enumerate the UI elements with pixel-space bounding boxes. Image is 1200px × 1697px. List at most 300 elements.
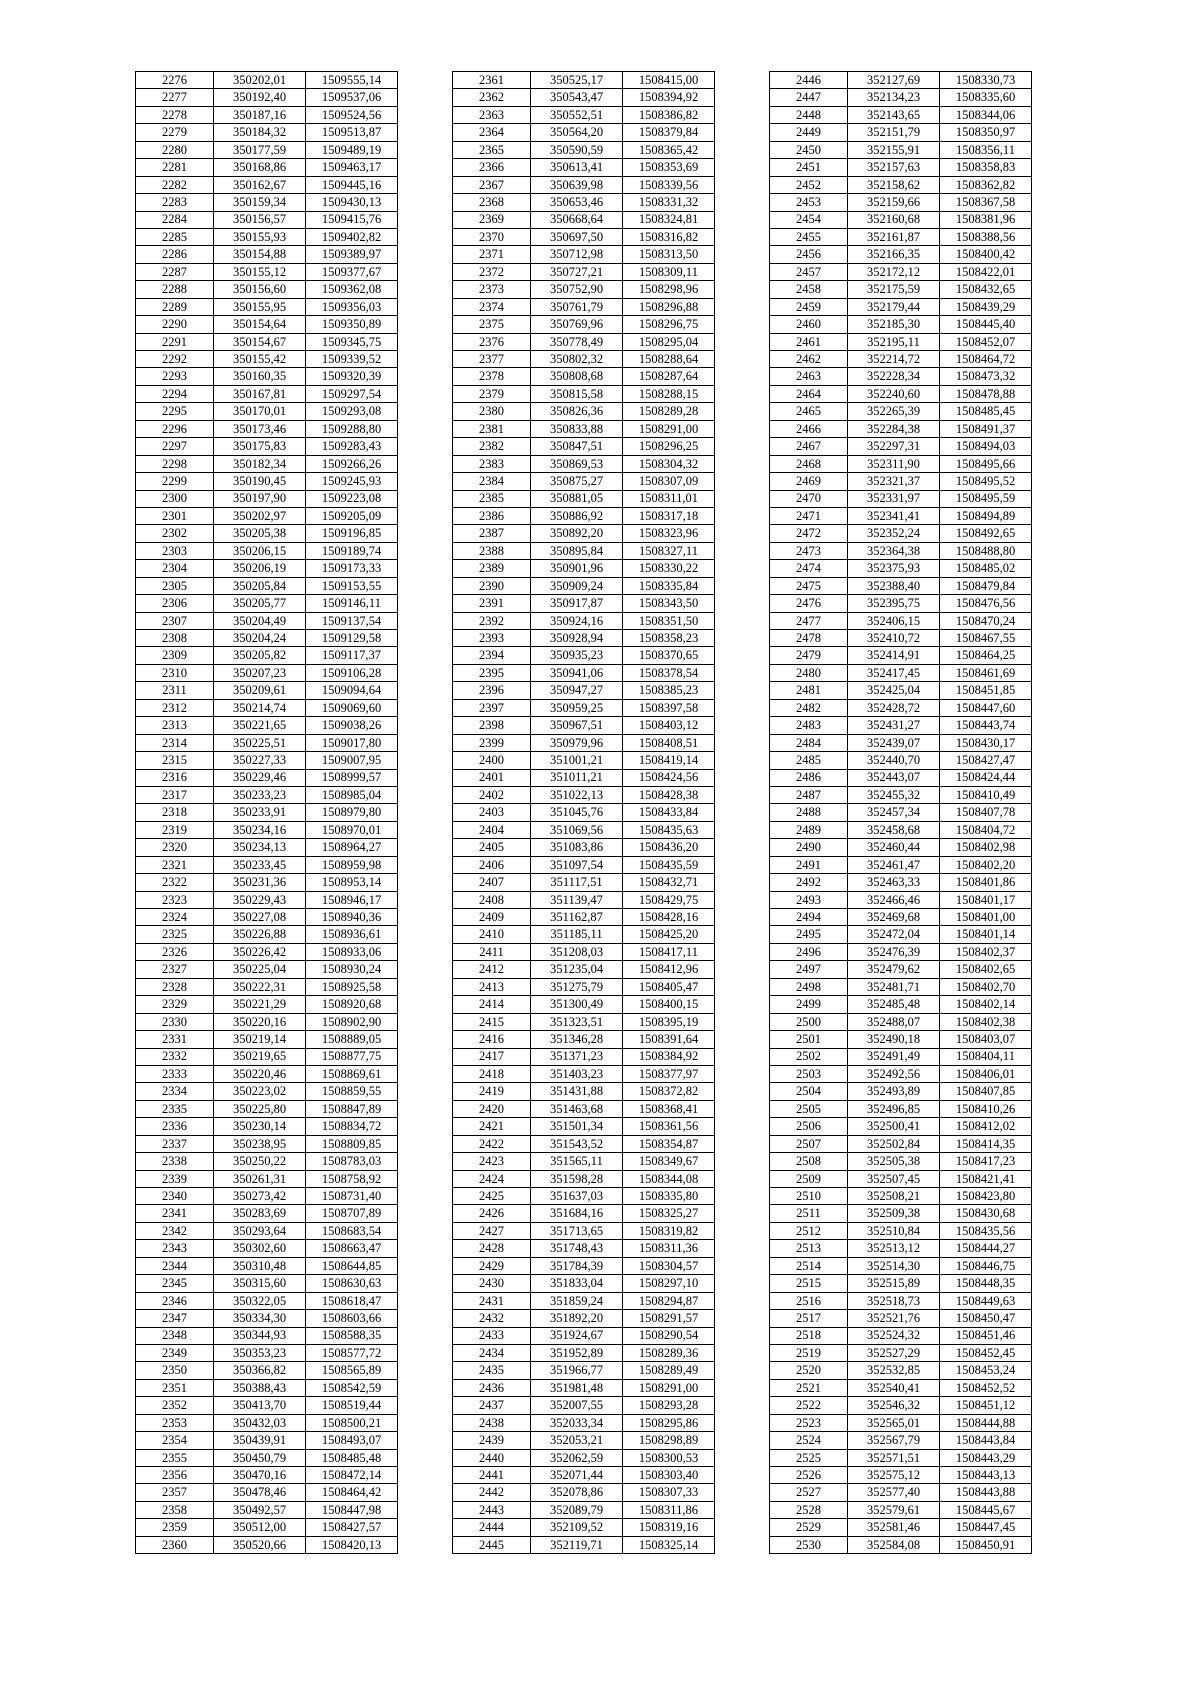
table-row [770, 420, 1032, 437]
table-row [136, 909, 398, 926]
y-coordinate-cell: 1508395,19 [623, 1013, 715, 1030]
x-coordinate-cell: 350283,69 [214, 1205, 306, 1222]
table-row [770, 1275, 1032, 1292]
y-coordinate-cell: 1508288,64 [623, 351, 715, 368]
x-coordinate-cell: 350590,59 [531, 141, 623, 158]
x-coordinate-cell: 352571,51 [848, 1449, 940, 1466]
table-row [136, 420, 398, 437]
y-coordinate-cell: 1508423,80 [940, 1188, 1032, 1205]
table-row [770, 1065, 1032, 1082]
table-row [770, 1048, 1032, 1065]
point-number-cell: 2277 [136, 89, 214, 106]
x-coordinate-cell: 350924,16 [531, 612, 623, 629]
x-coordinate-cell: 350959,25 [531, 699, 623, 716]
x-coordinate-cell: 350155,95 [214, 298, 306, 315]
table-row [770, 1083, 1032, 1100]
x-coordinate-cell: 352496,85 [848, 1100, 940, 1117]
point-number-cell: 2337 [136, 1135, 214, 1152]
x-coordinate-cell: 350220,46 [214, 1065, 306, 1082]
y-coordinate-cell: 1508287,64 [623, 368, 715, 385]
y-coordinate-cell: 1509223,08 [306, 490, 398, 507]
x-coordinate-cell: 350238,95 [214, 1135, 306, 1152]
point-number-cell: 2300 [136, 490, 214, 507]
y-coordinate-cell: 1508354,87 [623, 1135, 715, 1152]
table-row [770, 560, 1032, 577]
table-row [453, 1449, 715, 1466]
x-coordinate-cell: 352458,68 [848, 821, 940, 838]
table-row [453, 455, 715, 472]
point-number-cell: 2412 [453, 961, 531, 978]
table-row [770, 752, 1032, 769]
x-coordinate-cell: 350917,87 [531, 595, 623, 612]
x-coordinate-cell: 351346,28 [531, 1031, 623, 1048]
point-number-cell: 2279 [136, 124, 214, 141]
table-row [770, 525, 1032, 542]
x-coordinate-cell: 352461,47 [848, 856, 940, 873]
y-coordinate-cell: 1508298,96 [623, 281, 715, 298]
table-row [136, 403, 398, 420]
y-coordinate-cell: 1508339,56 [623, 176, 715, 193]
x-coordinate-cell: 351208,03 [531, 943, 623, 960]
y-coordinate-cell: 1508370,65 [623, 647, 715, 664]
table-row [770, 961, 1032, 978]
x-coordinate-cell: 350520,66 [214, 1536, 306, 1553]
x-coordinate-cell: 351323,51 [531, 1013, 623, 1030]
y-coordinate-cell: 1508470,24 [940, 612, 1032, 629]
x-coordinate-cell: 351924,67 [531, 1327, 623, 1344]
x-coordinate-cell: 352524,32 [848, 1327, 940, 1344]
table-row [453, 1432, 715, 1449]
point-number-cell: 2399 [453, 734, 531, 751]
x-coordinate-cell: 350653,46 [531, 194, 623, 211]
y-coordinate-cell: 1508295,86 [623, 1414, 715, 1431]
point-number-cell: 2510 [770, 1188, 848, 1205]
table-row [136, 595, 398, 612]
table-row [136, 856, 398, 873]
table-row [136, 1362, 398, 1379]
x-coordinate-cell: 352491,49 [848, 1048, 940, 1065]
table-row [770, 682, 1032, 699]
point-number-cell: 2428 [453, 1240, 531, 1257]
coordinate-table-1 [135, 71, 398, 1554]
y-coordinate-cell: 1508372,82 [623, 1083, 715, 1100]
x-coordinate-cell: 350225,51 [214, 734, 306, 751]
y-coordinate-cell: 1508298,89 [623, 1432, 715, 1449]
point-number-cell: 2297 [136, 438, 214, 455]
table-row [770, 1257, 1032, 1274]
point-number-cell: 2427 [453, 1222, 531, 1239]
x-coordinate-cell: 351784,39 [531, 1257, 623, 1274]
point-number-cell: 2308 [136, 630, 214, 647]
table-row [453, 996, 715, 1013]
point-number-cell: 2500 [770, 1013, 848, 1030]
x-coordinate-cell: 350170,01 [214, 403, 306, 420]
point-number-cell: 2475 [770, 577, 848, 594]
point-number-cell: 2407 [453, 874, 531, 891]
y-coordinate-cell: 1508925,58 [306, 978, 398, 995]
y-coordinate-cell: 1508445,67 [940, 1501, 1032, 1518]
table-row [770, 351, 1032, 368]
table-row [770, 281, 1032, 298]
table-row [770, 1310, 1032, 1327]
table-row [453, 385, 715, 402]
x-coordinate-cell: 352439,07 [848, 734, 940, 751]
x-coordinate-cell: 350310,48 [214, 1257, 306, 1274]
x-coordinate-cell: 350156,57 [214, 211, 306, 228]
table-row [136, 769, 398, 786]
point-number-cell: 2298 [136, 455, 214, 472]
point-number-cell: 2381 [453, 420, 531, 437]
y-coordinate-cell: 1509356,03 [306, 298, 398, 315]
point-number-cell: 2316 [136, 769, 214, 786]
point-number-cell: 2473 [770, 542, 848, 559]
y-coordinate-cell: 1508603,66 [306, 1310, 398, 1327]
point-number-cell: 2514 [770, 1257, 848, 1274]
y-coordinate-cell: 1508577,72 [306, 1344, 398, 1361]
point-number-cell: 2331 [136, 1031, 214, 1048]
x-coordinate-cell: 350815,58 [531, 385, 623, 402]
y-coordinate-cell: 1508436,20 [623, 839, 715, 856]
table-row [770, 1013, 1032, 1030]
y-coordinate-cell: 1508303,40 [623, 1467, 715, 1484]
table-row [770, 664, 1032, 681]
x-coordinate-cell: 351431,88 [531, 1083, 623, 1100]
y-coordinate-cell: 1508293,28 [623, 1397, 715, 1414]
table-row [453, 263, 715, 280]
table-row [136, 228, 398, 245]
point-number-cell: 2368 [453, 194, 531, 211]
point-number-cell: 2360 [136, 1536, 214, 1553]
x-coordinate-cell: 350177,59 [214, 141, 306, 158]
point-number-cell: 2327 [136, 961, 214, 978]
y-coordinate-cell: 1508291,00 [623, 1379, 715, 1396]
point-number-cell: 2486 [770, 769, 848, 786]
point-number-cell: 2492 [770, 874, 848, 891]
point-number-cell: 2446 [770, 72, 848, 89]
y-coordinate-cell: 1508877,75 [306, 1048, 398, 1065]
table-row [770, 316, 1032, 333]
x-coordinate-cell: 352297,31 [848, 438, 940, 455]
y-coordinate-cell: 1508999,57 [306, 769, 398, 786]
point-number-cell: 2294 [136, 385, 214, 402]
y-coordinate-cell: 1509106,28 [306, 664, 398, 681]
y-coordinate-cell: 1509293,08 [306, 403, 398, 420]
x-coordinate-cell: 352151,79 [848, 124, 940, 141]
point-number-cell: 2465 [770, 403, 848, 420]
point-number-cell: 2460 [770, 316, 848, 333]
x-coordinate-cell: 352509,38 [848, 1205, 940, 1222]
table-row [770, 542, 1032, 559]
x-coordinate-cell: 350154,67 [214, 333, 306, 350]
point-number-cell: 2496 [770, 943, 848, 960]
table-row [770, 734, 1032, 751]
table-row [136, 1065, 398, 1082]
table-row [770, 1379, 1032, 1396]
point-number-cell: 2502 [770, 1048, 848, 1065]
y-coordinate-cell: 1508565,89 [306, 1362, 398, 1379]
y-coordinate-cell: 1508432,65 [940, 281, 1032, 298]
point-number-cell: 2518 [770, 1327, 848, 1344]
x-coordinate-cell: 351952,89 [531, 1344, 623, 1361]
y-coordinate-cell: 1508485,48 [306, 1449, 398, 1466]
point-number-cell: 2346 [136, 1292, 214, 1309]
table-row [453, 351, 715, 368]
x-coordinate-cell: 352240,60 [848, 385, 940, 402]
x-coordinate-cell: 352546,32 [848, 1397, 940, 1414]
point-number-cell: 2461 [770, 333, 848, 350]
table-row [770, 786, 1032, 803]
y-coordinate-cell: 1508335,84 [623, 577, 715, 594]
y-coordinate-cell: 1508970,01 [306, 821, 398, 838]
table-row [453, 106, 715, 123]
point-number-cell: 2284 [136, 211, 214, 228]
table-row [453, 1257, 715, 1274]
x-coordinate-cell: 352479,62 [848, 961, 940, 978]
table-row [770, 1344, 1032, 1361]
table-row [136, 159, 398, 176]
y-coordinate-cell: 1509415,76 [306, 211, 398, 228]
x-coordinate-cell: 351403,23 [531, 1065, 623, 1082]
table-row [136, 1031, 398, 1048]
table-row [453, 316, 715, 333]
point-number-cell: 2466 [770, 420, 848, 437]
point-number-cell: 2356 [136, 1467, 214, 1484]
table-row [770, 1449, 1032, 1466]
y-coordinate-cell: 1508953,14 [306, 874, 398, 891]
y-coordinate-cell: 1508630,63 [306, 1275, 398, 1292]
x-coordinate-cell: 352414,91 [848, 647, 940, 664]
point-number-cell: 2313 [136, 717, 214, 734]
table-row [453, 699, 715, 716]
x-coordinate-cell: 350639,98 [531, 176, 623, 193]
point-number-cell: 2478 [770, 630, 848, 647]
table-row [136, 333, 398, 350]
y-coordinate-cell: 1508297,10 [623, 1275, 715, 1292]
y-coordinate-cell: 1508588,35 [306, 1327, 398, 1344]
point-number-cell: 2312 [136, 699, 214, 716]
y-coordinate-cell: 1509445,16 [306, 176, 398, 193]
y-coordinate-cell: 1508473,32 [940, 368, 1032, 385]
point-number-cell: 2470 [770, 490, 848, 507]
table-row [453, 577, 715, 594]
x-coordinate-cell: 352172,12 [848, 263, 940, 280]
y-coordinate-cell: 1508408,51 [623, 734, 715, 751]
x-coordinate-cell: 352062,59 [531, 1449, 623, 1466]
table-row [453, 856, 715, 873]
y-coordinate-cell: 1508404,11 [940, 1048, 1032, 1065]
table-row [453, 1501, 715, 1518]
point-number-cell: 2387 [453, 525, 531, 542]
table-row [136, 385, 398, 402]
point-number-cell: 2497 [770, 961, 848, 978]
y-coordinate-cell: 1508358,83 [940, 159, 1032, 176]
point-number-cell: 2505 [770, 1100, 848, 1117]
point-number-cell: 2441 [453, 1467, 531, 1484]
x-coordinate-cell: 350227,33 [214, 752, 306, 769]
y-coordinate-cell: 1508420,13 [306, 1536, 398, 1553]
table-row [453, 647, 715, 664]
table-row [770, 385, 1032, 402]
y-coordinate-cell: 1508317,18 [623, 507, 715, 524]
y-coordinate-cell: 1508402,14 [940, 996, 1032, 1013]
x-coordinate-cell: 350202,01 [214, 72, 306, 89]
y-coordinate-cell: 1509350,89 [306, 316, 398, 333]
y-coordinate-cell: 1508491,37 [940, 420, 1032, 437]
point-number-cell: 2523 [770, 1414, 848, 1431]
table-row [770, 1222, 1032, 1239]
y-coordinate-cell: 1508311,01 [623, 490, 715, 507]
table-row [453, 630, 715, 647]
x-coordinate-cell: 351300,49 [531, 996, 623, 1013]
point-number-cell: 2341 [136, 1205, 214, 1222]
point-number-cell: 2303 [136, 542, 214, 559]
point-number-cell: 2369 [453, 211, 531, 228]
y-coordinate-cell: 1509094,64 [306, 682, 398, 699]
y-coordinate-cell: 1508472,14 [306, 1467, 398, 1484]
table-row [770, 368, 1032, 385]
y-coordinate-cell: 1508417,11 [623, 943, 715, 960]
x-coordinate-cell: 352185,30 [848, 316, 940, 333]
x-coordinate-cell: 352505,38 [848, 1153, 940, 1170]
x-coordinate-cell: 350173,46 [214, 420, 306, 437]
point-number-cell: 2498 [770, 978, 848, 995]
y-coordinate-cell: 1509205,09 [306, 507, 398, 524]
x-coordinate-cell: 350226,42 [214, 943, 306, 960]
point-number-cell: 2452 [770, 176, 848, 193]
table-row [136, 438, 398, 455]
table-row [453, 72, 715, 89]
x-coordinate-cell: 351001,21 [531, 752, 623, 769]
point-number-cell: 2306 [136, 595, 214, 612]
table-row [136, 630, 398, 647]
table-row [453, 1188, 715, 1205]
x-coordinate-cell: 350353,23 [214, 1344, 306, 1361]
point-number-cell: 2315 [136, 752, 214, 769]
x-coordinate-cell: 350492,57 [214, 1501, 306, 1518]
y-coordinate-cell: 1508495,59 [940, 490, 1032, 507]
y-coordinate-cell: 1509377,67 [306, 263, 398, 280]
x-coordinate-cell: 352311,90 [848, 455, 940, 472]
point-number-cell: 2512 [770, 1222, 848, 1239]
y-coordinate-cell: 1508495,52 [940, 473, 1032, 490]
point-number-cell: 2423 [453, 1153, 531, 1170]
x-coordinate-cell: 351185,11 [531, 926, 623, 943]
y-coordinate-cell: 1508291,57 [623, 1310, 715, 1327]
y-coordinate-cell: 1508325,27 [623, 1205, 715, 1222]
x-coordinate-cell: 350207,23 [214, 664, 306, 681]
table-row [136, 1519, 398, 1536]
x-coordinate-cell: 351966,77 [531, 1362, 623, 1379]
table-row [453, 1414, 715, 1431]
point-number-cell: 2374 [453, 298, 531, 315]
y-coordinate-cell: 1508443,29 [940, 1449, 1032, 1466]
x-coordinate-cell: 350413,70 [214, 1397, 306, 1414]
y-coordinate-cell: 1509555,14 [306, 72, 398, 89]
point-number-cell: 2336 [136, 1118, 214, 1135]
y-coordinate-cell: 1508344,06 [940, 106, 1032, 123]
point-number-cell: 2388 [453, 542, 531, 559]
x-coordinate-cell: 352481,71 [848, 978, 940, 995]
y-coordinate-cell: 1508493,07 [306, 1432, 398, 1449]
point-number-cell: 2304 [136, 560, 214, 577]
point-number-cell: 2448 [770, 106, 848, 123]
x-coordinate-cell: 350250,22 [214, 1153, 306, 1170]
point-number-cell: 2507 [770, 1135, 848, 1152]
table-row [453, 664, 715, 681]
y-coordinate-cell: 1508847,89 [306, 1100, 398, 1117]
y-coordinate-cell: 1508933,06 [306, 943, 398, 960]
x-coordinate-cell: 352109,52 [531, 1519, 623, 1536]
x-coordinate-cell: 350261,31 [214, 1170, 306, 1187]
x-coordinate-cell: 350761,79 [531, 298, 623, 315]
x-coordinate-cell: 352527,29 [848, 1344, 940, 1361]
point-number-cell: 2335 [136, 1100, 214, 1117]
table-row [136, 246, 398, 263]
x-coordinate-cell: 352341,41 [848, 507, 940, 524]
table-row [136, 1484, 398, 1501]
point-number-cell: 2400 [453, 752, 531, 769]
table-row [770, 909, 1032, 926]
table-row [453, 1065, 715, 1082]
y-coordinate-cell: 1508430,68 [940, 1205, 1032, 1222]
y-coordinate-cell: 1508889,05 [306, 1031, 398, 1048]
y-coordinate-cell: 1508618,47 [306, 1292, 398, 1309]
table-row [453, 560, 715, 577]
table-row [453, 246, 715, 263]
y-coordinate-cell: 1508407,78 [940, 804, 1032, 821]
y-coordinate-cell: 1508400,42 [940, 246, 1032, 263]
y-coordinate-cell: 1508379,84 [623, 124, 715, 141]
x-coordinate-cell: 352364,38 [848, 542, 940, 559]
y-coordinate-cell: 1509288,80 [306, 420, 398, 437]
table-row [453, 368, 715, 385]
y-coordinate-cell: 1508519,44 [306, 1397, 398, 1414]
x-coordinate-cell: 350334,30 [214, 1310, 306, 1327]
point-number-cell: 2394 [453, 647, 531, 664]
point-number-cell: 2447 [770, 89, 848, 106]
x-coordinate-cell: 352476,39 [848, 943, 940, 960]
table-row [453, 438, 715, 455]
y-coordinate-cell: 1508479,84 [940, 577, 1032, 594]
x-coordinate-cell: 350802,32 [531, 351, 623, 368]
x-coordinate-cell: 351543,52 [531, 1135, 623, 1152]
x-coordinate-cell: 350155,12 [214, 263, 306, 280]
table-row [136, 124, 398, 141]
point-number-cell: 2525 [770, 1449, 848, 1466]
y-coordinate-cell: 1508495,66 [940, 455, 1032, 472]
point-number-cell: 2281 [136, 159, 214, 176]
x-coordinate-cell: 352500,41 [848, 1118, 940, 1135]
x-coordinate-cell: 350231,36 [214, 874, 306, 891]
x-coordinate-cell: 350223,02 [214, 1083, 306, 1100]
point-number-cell: 2396 [453, 682, 531, 699]
x-coordinate-cell: 352472,04 [848, 926, 940, 943]
table-row [453, 1292, 715, 1309]
point-number-cell: 2365 [453, 141, 531, 158]
table-row [453, 891, 715, 908]
x-coordinate-cell: 351833,04 [531, 1275, 623, 1292]
table-row [136, 996, 398, 1013]
point-number-cell: 2282 [136, 176, 214, 193]
point-number-cell: 2503 [770, 1065, 848, 1082]
table-row [453, 1048, 715, 1065]
point-number-cell: 2408 [453, 891, 531, 908]
point-number-cell: 2285 [136, 228, 214, 245]
point-number-cell: 2449 [770, 124, 848, 141]
table-row [453, 1205, 715, 1222]
point-number-cell: 2351 [136, 1379, 214, 1396]
y-coordinate-cell: 1508362,82 [940, 176, 1032, 193]
